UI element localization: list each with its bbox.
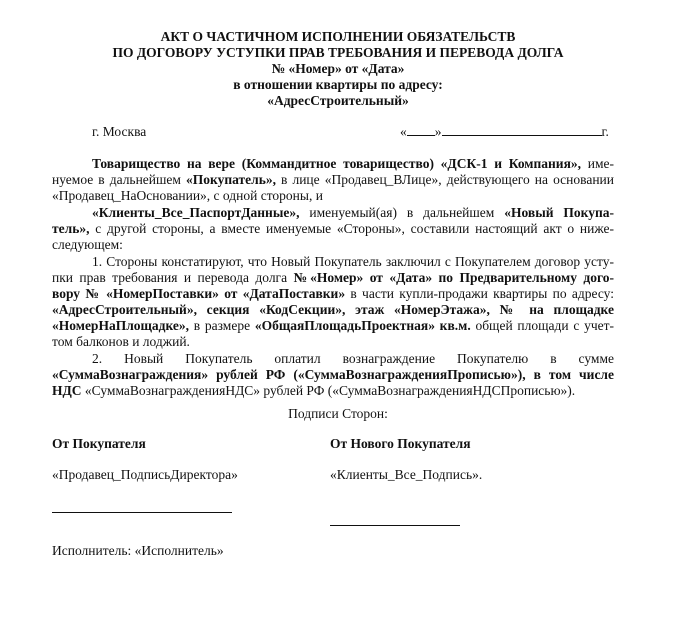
preamble-line-2 — [52, 172, 614, 188]
text-run: общей площади с учет- — [470, 318, 614, 333]
preamble2-line-1 — [92, 205, 614, 221]
new-buyer-signature-title: От Нового Покупателя — [330, 436, 471, 451]
date-month-year-blank — [442, 124, 602, 136]
new-buyer-role-end: тель», — [52, 221, 90, 236]
doc-title-address: «АдресСтроительный» — [267, 93, 409, 108]
contract-ref: №«Номер» от «Дата» по Предварительному дого- — [293, 270, 615, 285]
text-run: в размере — [189, 318, 255, 333]
doc-title-number-date: № «Номер» от «Дата» — [271, 61, 405, 76]
apartment-number: «НомерНаПлощадке», — [52, 318, 190, 333]
buyer-signature-value: «Продавец_ПодписьДиректора» — [52, 467, 238, 482]
new-buyer-role: «Новый Покупа- — [504, 205, 615, 220]
preamble-line-3: «Продавец_НаОсновании», с одной стороны, и — [52, 188, 323, 203]
reward-amount: «СуммаВознаграждения» рублей РФ («СуммаВознагражденияПрописью»), в том числе — [52, 367, 614, 382]
delivery-ref: вору № «НомерПоставки» от «ДатаПоставки» — [52, 286, 346, 301]
date-year-suffix: г. — [601, 124, 609, 139]
apartment-address: «АдресСтроительный», секция «КодСекции», этаж «НомерЭтажа», № на площадке — [52, 302, 614, 317]
apartment-area: «ОбщаяПлощадьПроектная» кв.м. — [254, 318, 471, 333]
clause1-line-5 — [52, 318, 614, 334]
text-run: «СуммаВознагражденияНДС» рублей РФ («СуммаВознагражденияНДСПрописью»). — [81, 383, 576, 398]
clause1-line-1: 1. Стороны констатируют, что Новый Покупатель заключил с Покупателем договор усту- — [92, 254, 614, 269]
text-run: в части купли-продажи квартиры по адресу: — [345, 286, 614, 301]
clause1-line-4 — [52, 302, 614, 318]
date-day-blank — [407, 124, 435, 136]
vat-label: НДС — [52, 383, 82, 398]
text-run: нуемое в дальнейшем — [52, 172, 187, 187]
text-run: с другой стороны, а вместе именуемые «Стороны», составили настоящий акт о ниже- — [89, 221, 614, 236]
clause2-line-1: 2. Новый Покупатель оплатил вознаграждение Покупателю в сумме — [92, 351, 614, 366]
text-run: име- — [581, 156, 615, 171]
preamble2-line-2 — [52, 221, 614, 237]
doc-title-line-1: АКТ О ЧАСТИЧНОМ ИСПОЛНЕНИИ ОБЯЗАТЕЛЬСТВ — [160, 29, 516, 44]
clause1-line-6: том балконов и лоджий. — [52, 334, 190, 349]
clause1-line-3 — [52, 286, 614, 302]
new-buyer-signature-value: «Клиенты_Все_Подпись». — [330, 467, 483, 482]
date-blank — [400, 124, 616, 140]
city: г. Москва — [92, 124, 147, 139]
new-buyer-signature-line — [330, 525, 460, 526]
text-run: в лице «Продавец_ВЛице», действующего на основании — [276, 172, 614, 187]
text-run: именуемый(ая) в дальнейшем — [299, 205, 505, 220]
date-close-quote: » — [434, 124, 442, 139]
preamble-line-1 — [92, 156, 614, 172]
buyer-signature-title: От Покупателя — [52, 436, 146, 451]
doc-title-line-2: ПО ДОГОВОРУ УСТУПКИ ПРАВ ТРЕБОВАНИЯ И ПЕРЕВОДА ДОЛГА — [112, 45, 564, 60]
text-run: пки прав требования и перевода долга — [52, 270, 294, 285]
preamble2-line-3: следующем: — [52, 237, 123, 252]
buyer-signature-line — [52, 512, 232, 513]
clause1-line-2 — [52, 270, 614, 286]
doc-title-line-4: в отношении квартиры по адресу: — [233, 77, 443, 92]
signatures-heading: Подписи Сторон: — [288, 406, 388, 421]
client-passport: «Клиенты_Все_ПаспортДанные», — [92, 205, 300, 220]
clause2-line-3 — [52, 383, 614, 399]
clause2-line-2 — [52, 367, 614, 383]
date-open-quote: « — [400, 124, 407, 139]
executor: Исполнитель: «Исполнитель» — [52, 543, 224, 558]
seller-name: Товарищество на вере (Коммандитное товарищество) «ДСК-1 и Компания», — [92, 156, 582, 171]
buyer-role: «Покупатель», — [186, 172, 276, 187]
